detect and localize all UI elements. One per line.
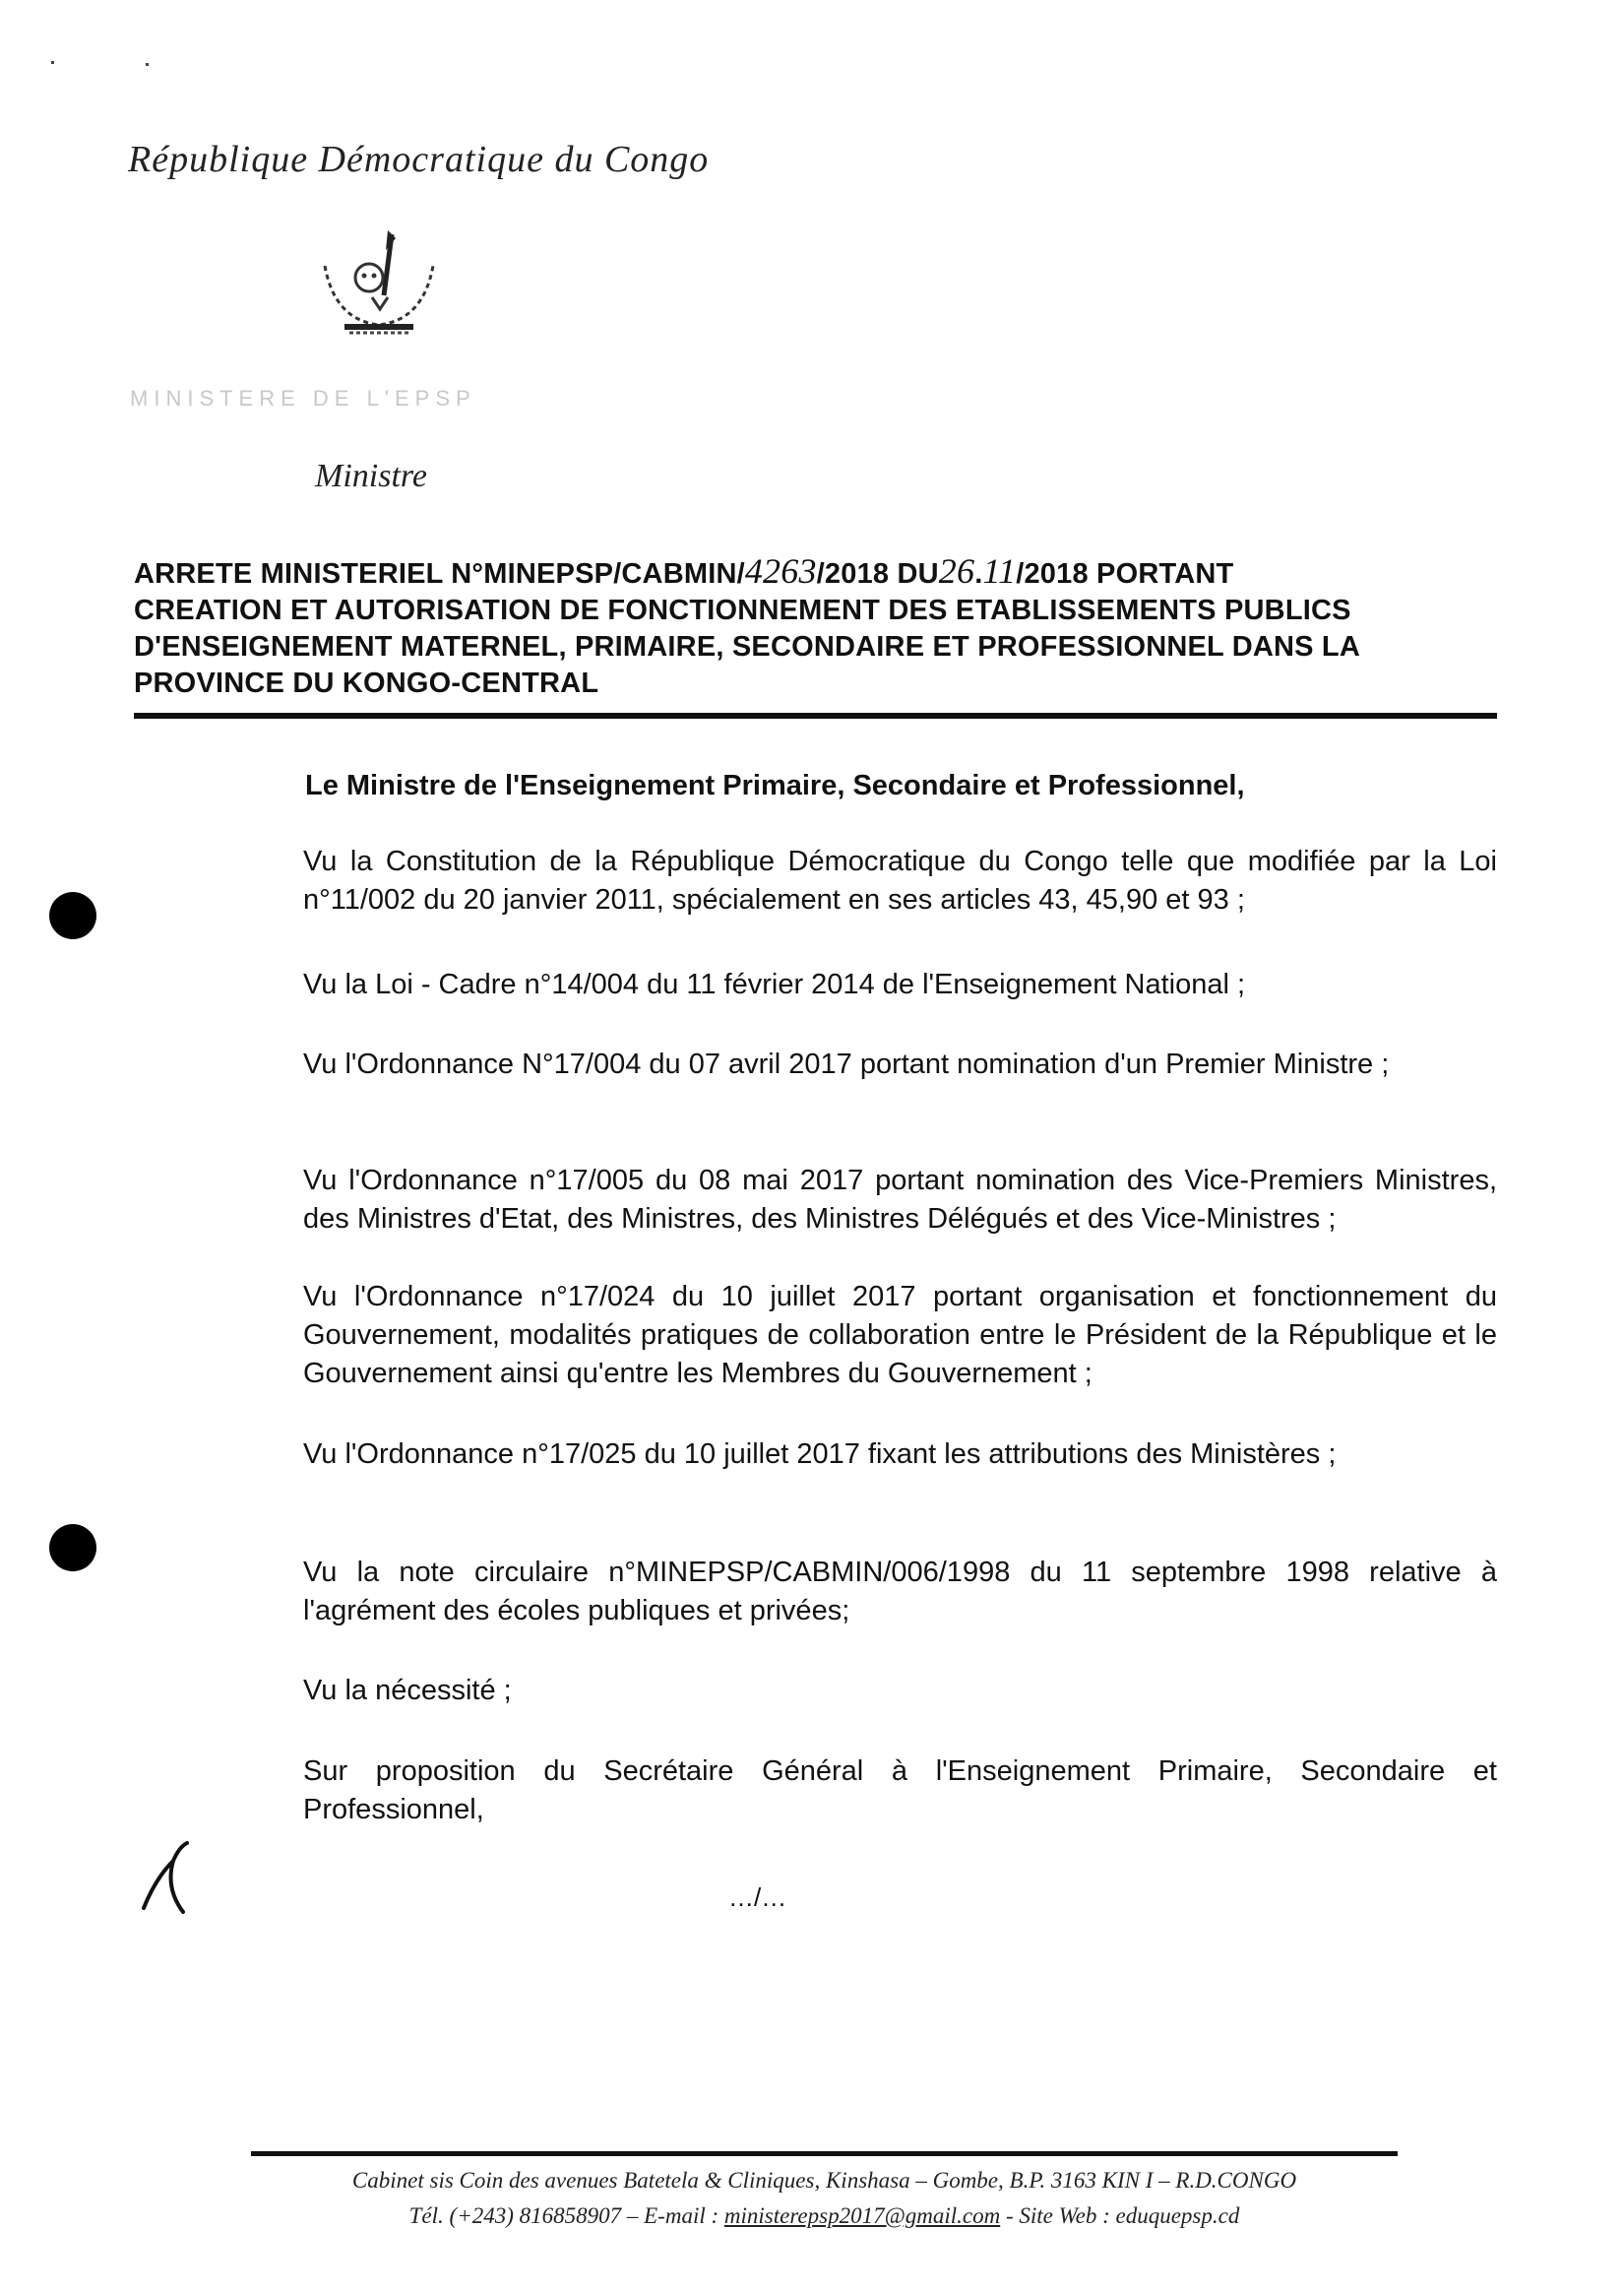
considerant-text: Vu l'Ordonnance N°17/004 du 07 avril 2017 portant nomination d'un Premier Ministre ; [303, 1049, 1390, 1080]
letterhead-country: République Démocratique du Congo [128, 139, 710, 180]
considerant-text: Vu l'Ordonnance n°17/005 du 08 mai 2017 portant nomination des Vice-Premiers Ministres, des Ministres d'Etat, des Ministres, des Ministres Délégués et des Vice-Ministres ; [303, 1165, 1497, 1235]
date-separator: . [974, 558, 983, 590]
decree-year-du: /2018 DU [816, 558, 939, 590]
scan-speck [146, 63, 149, 66]
considerant-paragraph [134, 843, 1497, 920]
decree-title-line-4: PROVINCE DU KONGO-CENTRAL [134, 668, 599, 699]
considerant-paragraph [134, 966, 1497, 1004]
considerant-text: Vu la nécessité ; [303, 1675, 512, 1706]
considerant-paragraph [134, 1435, 1497, 1474]
scan-speck [51, 61, 54, 64]
footer-email-link[interactable]: ministerepsp2017@gmail.com [723, 2203, 1001, 2228]
decree-title-line-1 [134, 553, 1492, 593]
footer-contact [251, 2203, 1398, 2229]
footer-divider [251, 2151, 1398, 2156]
considerant-paragraph [134, 1046, 1497, 1084]
minister-heading: Le Ministre de l'Enseignement Primaire, Secondaire et Professionnel, [305, 770, 1245, 801]
considerant-paragraph [134, 1554, 1497, 1630]
coat-of-arms-emblem [315, 226, 443, 345]
handwritten-decree-number: 4263 [744, 551, 817, 591]
handwritten-day: 26 [938, 551, 975, 591]
handwritten-month: 11 [982, 551, 1017, 591]
considerant-text: Sur proposition du Secrétaire Général à l'Enseignement Primaire, Secondaire et Professionnel, [303, 1755, 1497, 1825]
considerant-text: Vu la note circulaire n°MINEPSP/CABMIN/006/1998 du 11 septembre 1998 relative à l'agrément des écoles publiques et privées; [303, 1557, 1497, 1626]
decree-title-line-2: CREATION ET AUTORISATION DE FONCTIONNEMENT DES ETABLISSEMENTS PUBLICS [134, 595, 1351, 626]
ministry-faded-stamp: MINISTERE DE L'EPSP [130, 386, 476, 411]
considerant-paragraph [134, 1752, 1497, 1829]
initial-signature [136, 1839, 195, 1918]
considerant-text: Vu l'Ordonnance n°17/025 du 10 juillet 2017 fixant les attributions des Ministères ; [303, 1438, 1337, 1470]
considerant-paragraph [134, 1672, 1497, 1710]
considerant-paragraph [134, 1162, 1497, 1239]
ministre-label: Ministre [315, 458, 427, 494]
considerant-text: Vu l'Ordonnance n°17/024 du 10 juillet 2017 portant organisation et fonctionnement du Gouvernement, modalités pratiques de collaboration entre le Président de la République et le Gouvernement ainsi qu'entre les Membres du Gouvernement ; [303, 1281, 1497, 1389]
decree-year-portant: /2018 PORTANT [1016, 558, 1234, 590]
considerant-text: Vu la Loi - Cadre n°14/004 du 11 février 2014 de l'Enseignement National ; [303, 969, 1246, 1000]
considerant-text: Vu la Constitution de la République Démocratique du Congo telle que modifiée par la Loi n°11/002 du 20 janvier 2011, spécialement en ses articles 43, 45,90 et 93 ; [303, 846, 1497, 916]
decree-prefix: ARRETE MINISTERIEL N°MINEPSP/CABMIN/ [134, 558, 745, 590]
punch-hole-mark [49, 892, 96, 939]
footer-website: - Site Web : eduquepsp.cd [1000, 2203, 1240, 2228]
title-divider [134, 713, 1497, 719]
footer-phone: Tél. (+243) 816858907 – E-mail : [408, 2203, 724, 2228]
decree-title [134, 553, 1492, 702]
decree-title-line-3: D'ENSEIGNEMENT MATERNEL, PRIMAIRE, SECONDAIRE ET PROFESSIONNEL DANS LA [134, 631, 1360, 663]
punch-hole-mark [49, 1524, 96, 1571]
considerant-paragraph [134, 1278, 1497, 1393]
footer-address: Cabinet sis Coin des avenues Batetela & Cliniques, Kinshasa – Gombe, B.P. 3163 KIN I – R.D.CONGO [351, 2168, 1297, 2193]
page-continuation-mark: …/… [728, 1882, 787, 1912]
